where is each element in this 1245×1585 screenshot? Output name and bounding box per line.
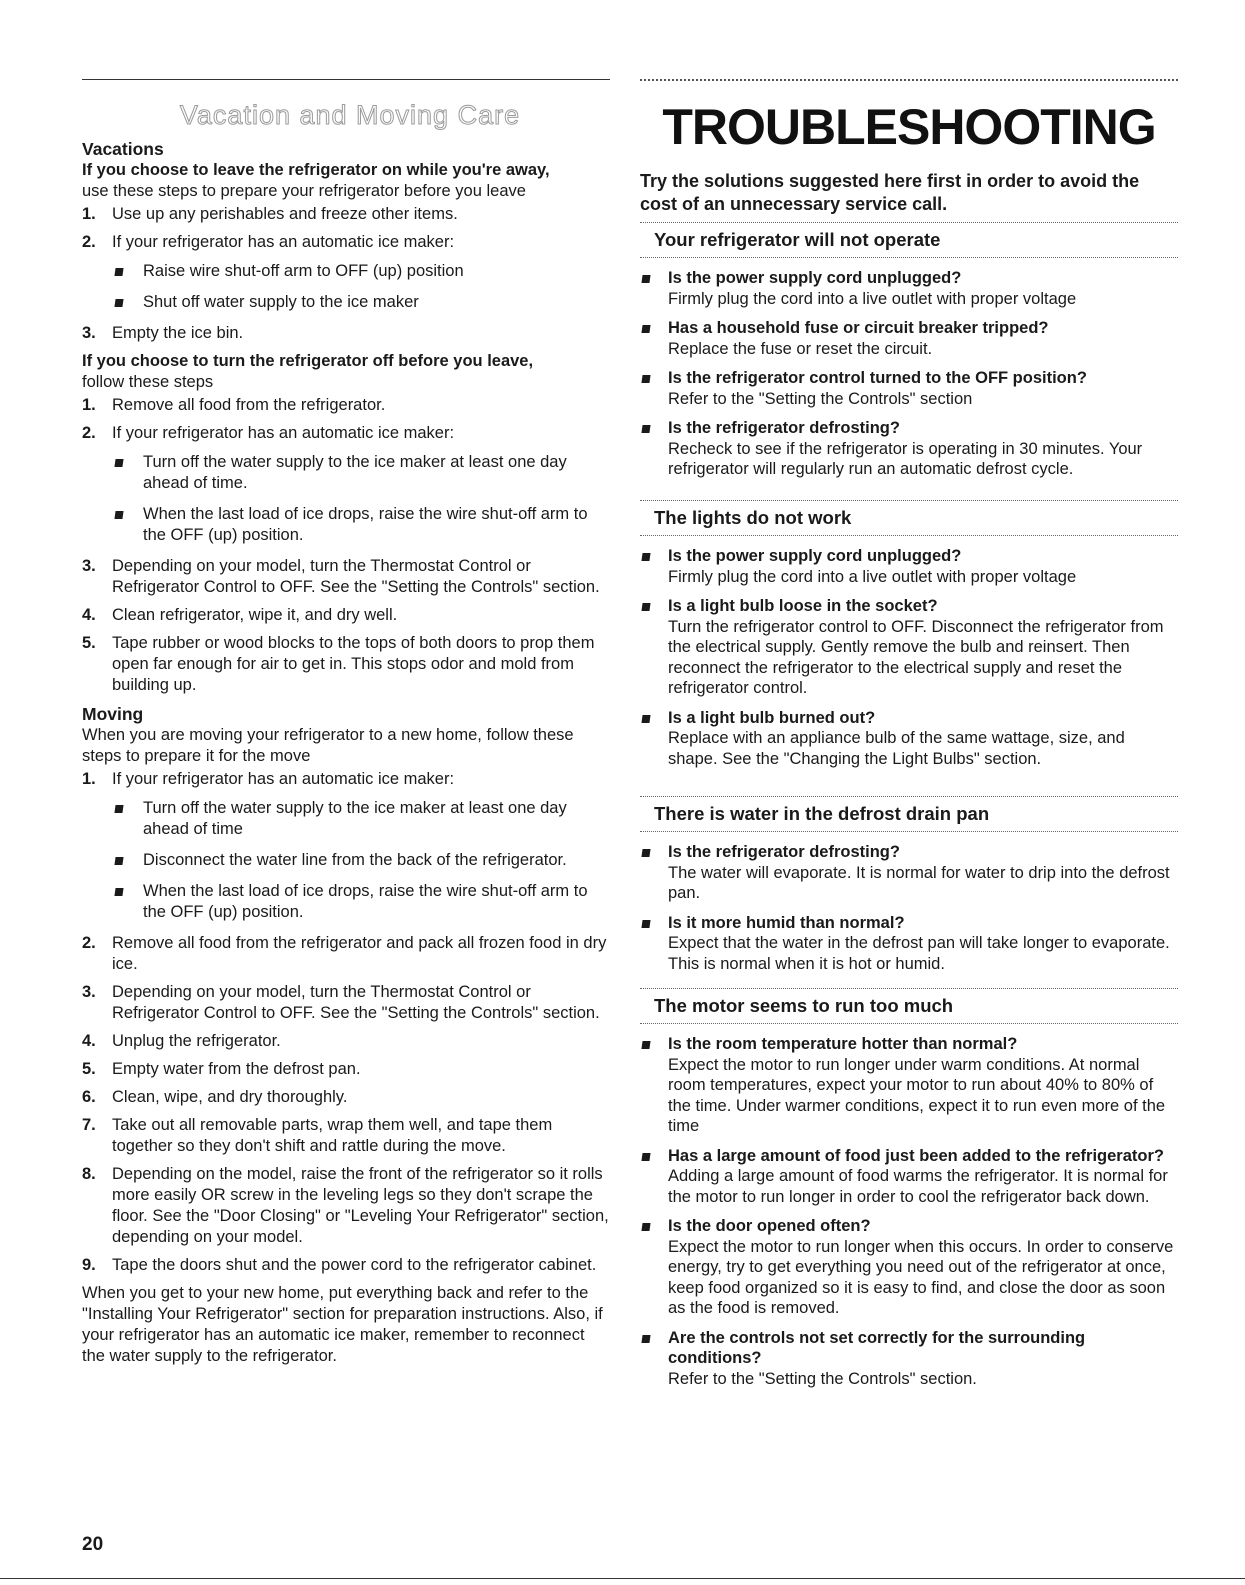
list-item: Has a large amount of food just been added to the refrigerator? Adding a large amount of food warms the refrigerator. It is normal for the motor to run longer in order to cool the refrigerator back down. <box>640 1146 1178 1208</box>
bullet-item: When the last load of ice drops, raise the wire shut-off arm to the OFF (up) position. <box>112 881 610 923</box>
right-top-rule <box>640 79 1178 81</box>
list-item: Is the refrigerator defrosting? Recheck to see if the refrigerator is operating in 30 minutes. Your refrigerator will regularly run an automatic defrost cycle. <box>640 418 1178 480</box>
section-title-vacation-moving: Vacation and Moving Care <box>179 100 521 130</box>
list-item: 4. Clean refrigerator, wipe it, and dry well. <box>82 606 398 624</box>
question-list <box>640 1034 1178 1389</box>
moving-closing: When you get to your new home, put everything back and refer to the "Installing Your Refrigerator" section for preparation instructions. Also, if your refrigerator has an automatic ice maker, remember to reconnect the water supply to the refrigerator. <box>82 1284 603 1365</box>
question-list <box>640 842 1178 974</box>
section-motor-runs-too-much <box>640 988 1178 1398</box>
page-number: 20 <box>82 1534 104 1555</box>
section-heading: The lights do not work <box>640 500 1178 536</box>
list-item: 2. If your refrigerator has an automatic ice maker: Raise wire shut-off arm to OFF (up) position Shut off water supply to the ice maker <box>82 232 610 313</box>
section-lights-not-work <box>640 500 1178 778</box>
question-list <box>640 268 1178 480</box>
list-item: 3. Empty the ice bin. <box>82 324 244 342</box>
list-item: 2. Remove all food from the refrigerator and pack all frozen food in dry ice. <box>82 934 607 973</box>
bullet-list <box>112 261 610 313</box>
section-will-not-operate <box>640 222 1178 489</box>
list-item: 1. Remove all food from the refrigerator. <box>82 396 386 414</box>
list-item: Is a light bulb burned out? Replace with an appliance bulb of the same wattage, size, and shape. See the "Changing the Light Bulbs" section. <box>640 708 1178 770</box>
section-heading: There is water in the defrost drain pan <box>640 796 1178 832</box>
list-item: 1. If your refrigerator has an automatic ice maker: Turn off the water supply to the ice maker at least one day ahead of time Disconnect the water line from the back of the refrigerator. When the last load of ice drops, raise the wire shut-off arm to the OFF (up) position. <box>82 769 610 923</box>
list-item: 6. Clean, wipe, and dry thoroughly. <box>82 1088 348 1106</box>
section-water-defrost-pan <box>640 796 1178 983</box>
question-list <box>640 546 1178 769</box>
list-item: Is the door opened often? Expect the motor to run longer when this occurs. In order to conserve energy, try to get everything you need out of the refrigerator at once, keep food organized so it is easy to find, and close the door as soon as the food is removed. <box>640 1216 1178 1319</box>
troubleshooting-intro: Try the solutions suggested here first in order to avoid the cost of an unnecessary service call. <box>640 171 1140 214</box>
list-item: 4. Unplug the refrigerator. <box>82 1032 281 1050</box>
bottom-rule <box>0 1578 1245 1579</box>
troubleshooting-title: TROUBLESHOOTING <box>662 99 1156 155</box>
list-item: Is the refrigerator control turned to the OFF position? Refer to the "Setting the Controls" section <box>640 368 1178 409</box>
list-item: Is a light bulb loose in the socket? Turn the refrigerator control to OFF. Disconnect the refrigerator from the electrical supply. Gently remove the bulb and reinsert. Then reconnect the refrigerator to the electrical supply and reset the refrigerator control. <box>640 596 1178 699</box>
moving-intro: When you are moving your refrigerator to a new home, follow these steps to prepare it for the move <box>82 726 574 765</box>
list-item: Is the room temperature hotter than normal? Expect the motor to run longer under warm conditions. At normal room temperatures, expect your motor to run about 40% to 80% of the time. Under warmer conditions, expect it to run even more of the time <box>640 1034 1178 1137</box>
vacations-heading: Vacations <box>82 139 164 159</box>
bullet-list <box>112 452 610 546</box>
bullet-item: Shut off water supply to the ice maker <box>112 292 610 313</box>
list-item: Is the power supply cord unplugged? Firmly plug the cord into a live outlet with proper voltage <box>640 268 1178 309</box>
bullet-item: When the last load of ice drops, raise the wire shut-off arm to the OFF (up) position. <box>112 504 610 546</box>
list-item: 7. Take out all removable parts, wrap them well, and tape them together so they don't shift and rattle during the move. <box>82 1116 553 1155</box>
vacations-lead: If you choose to leave the refrigerator on while you're away, use these steps to prepare your refrigerator before you leave <box>82 161 550 200</box>
list-item: 5. Tape rubber or wood blocks to the tops of both doors to prop them open far enough for air to get in. This stops odor and mold from building up. <box>82 634 595 694</box>
left-top-rule <box>82 79 610 80</box>
vacation-off-steps <box>82 395 610 696</box>
list-item: Is the power supply cord unplugged? Firmly plug the cord into a live outlet with proper voltage <box>640 546 1178 587</box>
list-item: 3. Depending on your model, turn the Thermostat Control or Refrigerator Control to OFF. See the "Setting the Controls" section. <box>82 557 600 596</box>
bullet-item: Turn off the water supply to the ice maker at least one day ahead of time. <box>112 452 610 494</box>
bullet-item: Disconnect the water line from the back of the refrigerator. <box>112 850 610 871</box>
section-heading: Your refrigerator will not operate <box>640 222 1178 258</box>
vacation-on-steps <box>82 204 610 344</box>
section-heading: The motor seems to run too much <box>640 988 1178 1024</box>
list-item: 5. Empty water from the defrost pan. <box>82 1060 361 1078</box>
bullet-list <box>112 798 610 923</box>
list-item: 2. If your refrigerator has an automatic ice maker: Turn off the water supply to the ice maker at least one day ahead of time. When the last load of ice drops, raise the wire shut-off arm to the OFF (up) position. <box>82 423 610 546</box>
list-item: 3. Depending on your model, turn the Thermostat Control or Refrigerator Control to OFF. See the "Setting the Controls" section. <box>82 983 600 1022</box>
list-item: 1. Use up any perishables and freeze other items. <box>82 205 458 223</box>
list-item: Are the controls not set correctly for the surrounding conditions? Refer to the "Setting the Controls" section. <box>640 1328 1178 1390</box>
moving-heading: Moving <box>82 704 144 724</box>
vacations-lead-2: If you choose to turn the refrigerator off before you leave, follow these steps <box>82 352 534 391</box>
list-item: 9. Tape the doors shut and the power cord to the refrigerator cabinet. <box>82 1256 597 1274</box>
list-item: Has a household fuse or circuit breaker tripped? Replace the fuse or reset the circuit. <box>640 318 1178 359</box>
moving-steps <box>82 769 610 1276</box>
left-column <box>82 138 610 1367</box>
bullet-item: Raise wire shut-off arm to OFF (up) position <box>112 261 610 282</box>
list-item: Is the refrigerator defrosting? The water will evaporate. It is normal for water to drip into the defrost pan. <box>640 842 1178 904</box>
list-item: 8. Depending on the model, raise the front of the refrigerator so it rolls more easily OR screw in the leveling legs so they don't scrape the floor. See the "Door Closing" or "Leveling Your Refrigerator" section, depending on your model. <box>82 1165 609 1246</box>
list-item: Is it more humid than normal? Expect that the water in the defrost pan will take longer to evaporate. This is normal when it is hot or humid. <box>640 913 1178 975</box>
bullet-item: Turn off the water supply to the ice maker at least one day ahead of time <box>112 798 610 840</box>
